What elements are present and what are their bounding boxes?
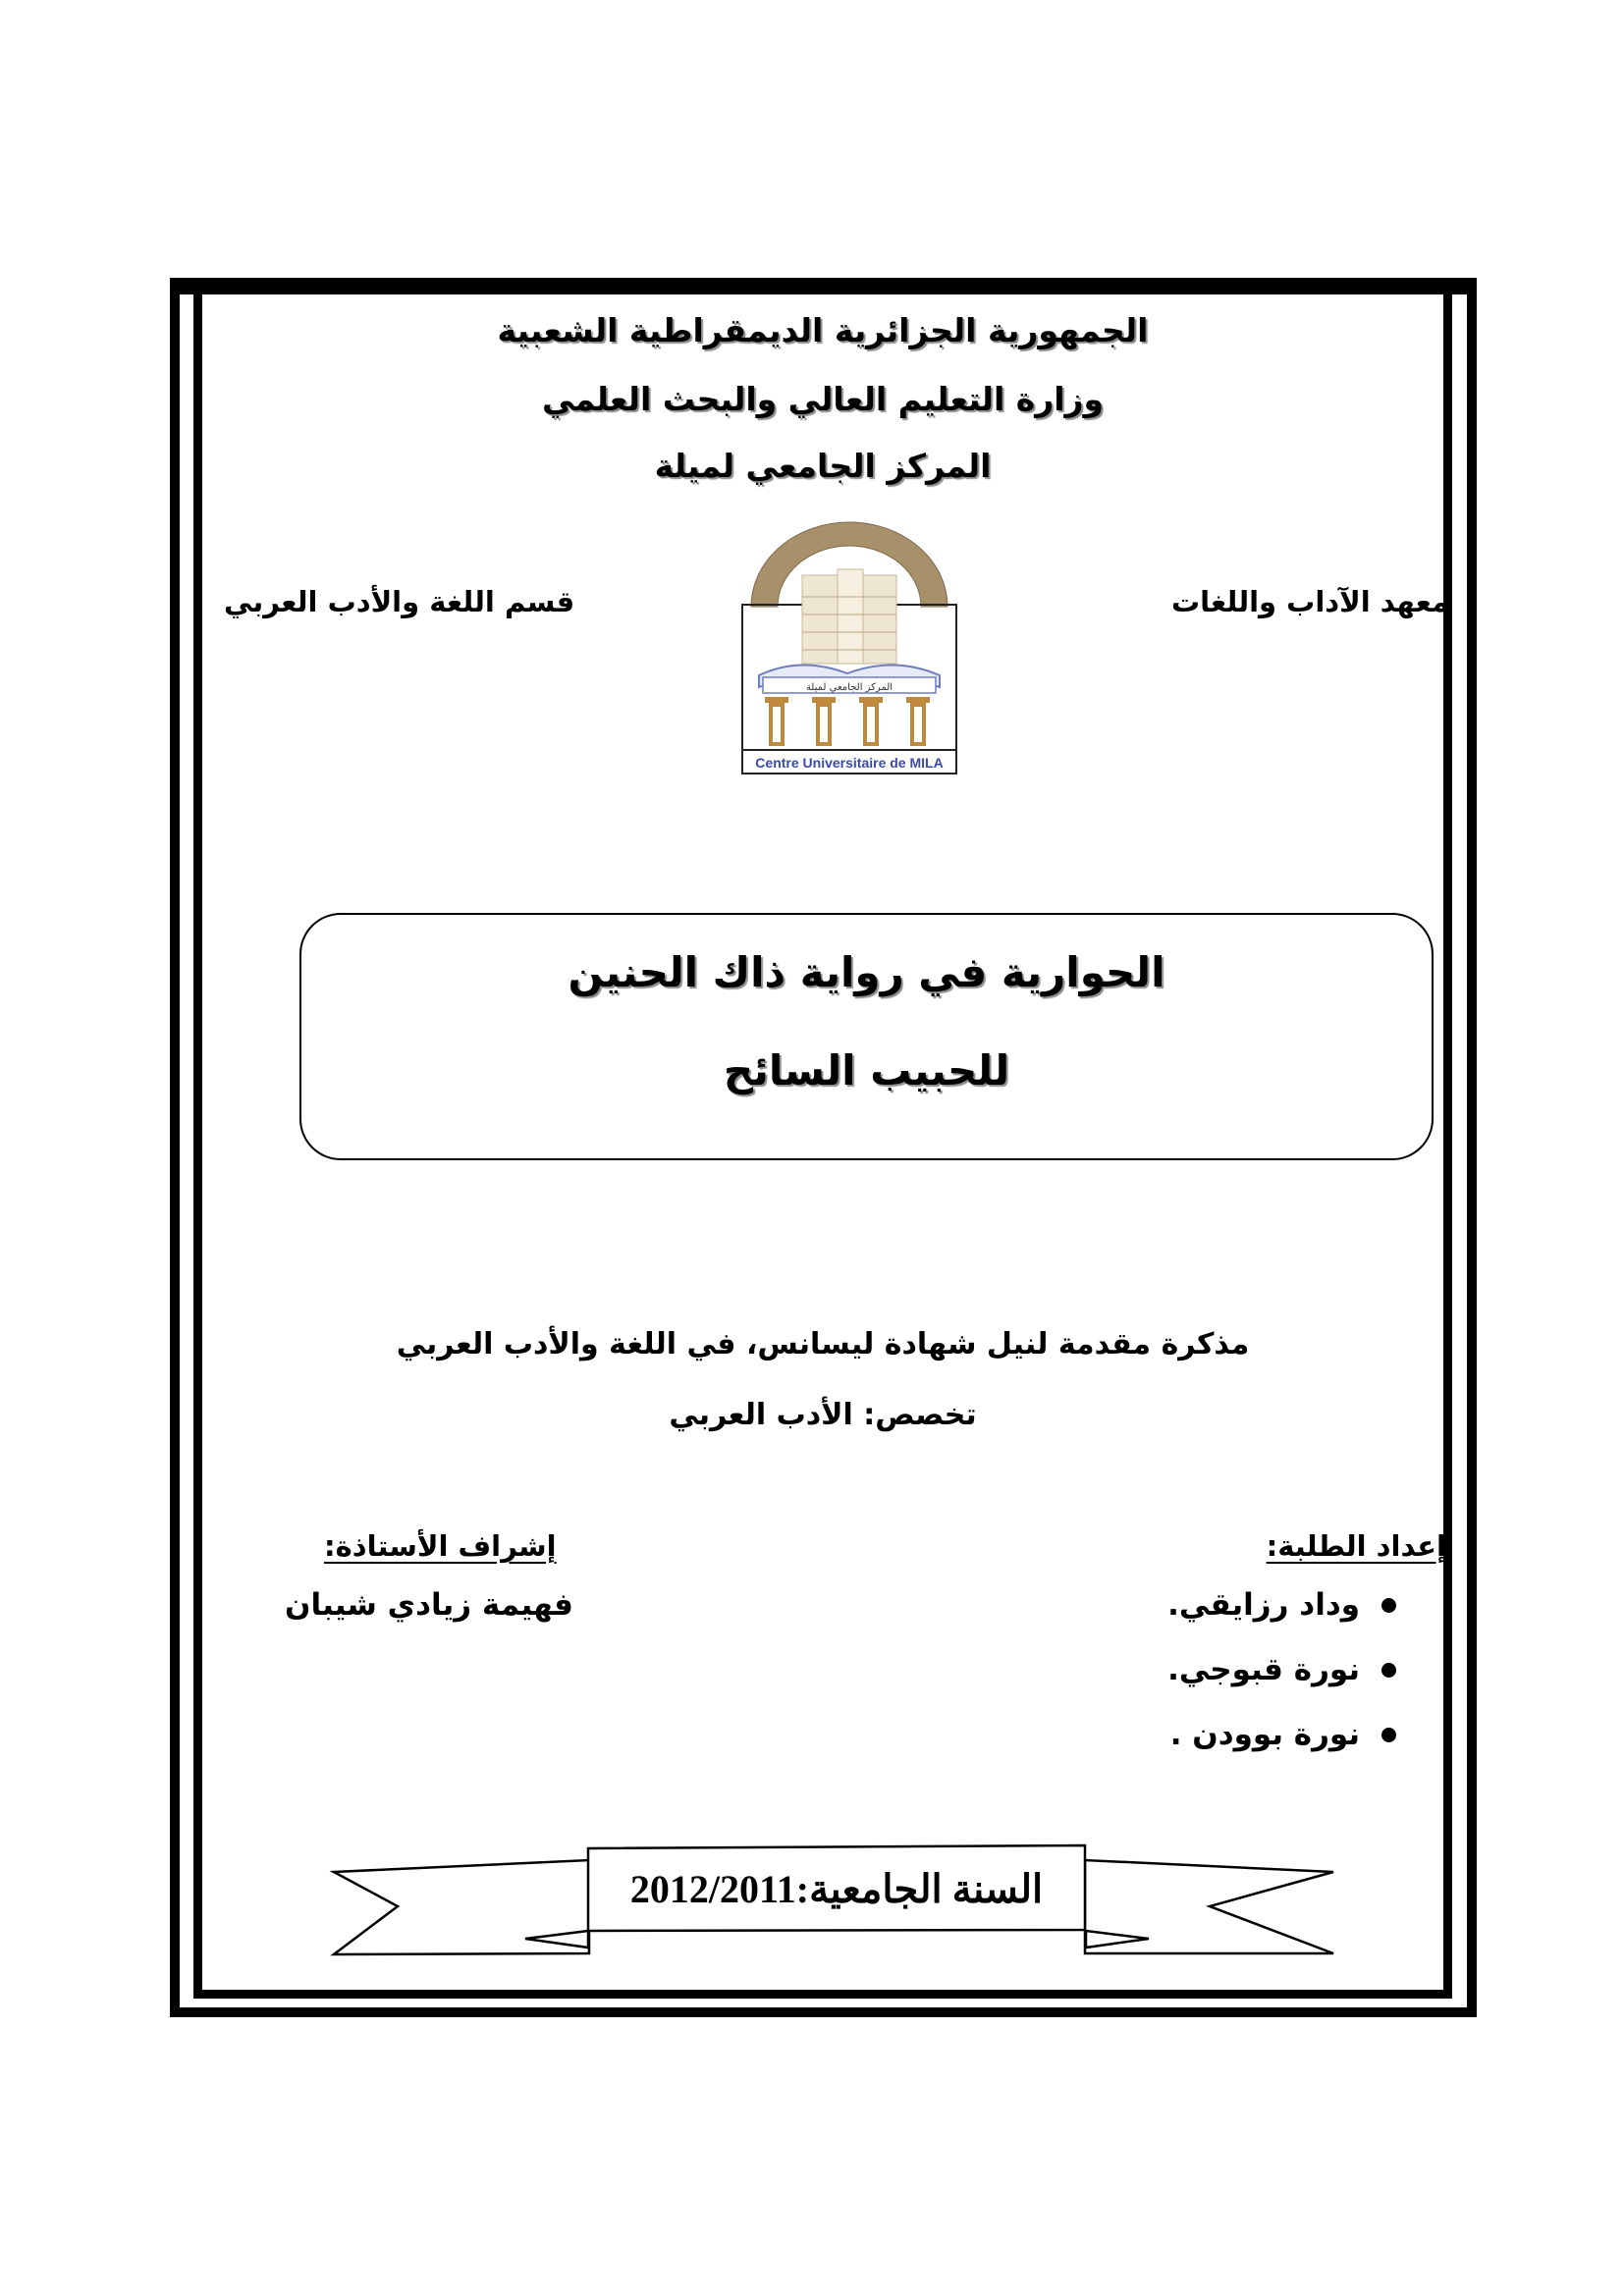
- bullet-icon: [1381, 1663, 1396, 1678]
- student-item: [1167, 1584, 1396, 1626]
- header-university: المركز الجامعي لميلة: [654, 447, 992, 485]
- thesis-purpose: مذكرة مقدمة لنيل شهادة ليسانس، في اللغة والأدب العربي: [396, 1327, 1250, 1362]
- bullet-icon: [1381, 1728, 1396, 1742]
- student-item: [1170, 1714, 1396, 1755]
- department-label: قسم اللغة والأدب العربي: [224, 585, 575, 618]
- university-logo: [741, 518, 957, 775]
- thesis-title-line1: الحوارية في رواية ذاك الحنين: [568, 948, 1165, 996]
- supervisor-label: إشراف الأستاذة:: [324, 1529, 557, 1563]
- logo-arabic-text: المركز الجامعي لميلة: [805, 682, 893, 693]
- specialization: تخصص: الأدب العربي: [669, 1398, 977, 1432]
- frame-outer-top: [170, 278, 1477, 294]
- academic-year: السنة الجامعية:2012/2011: [629, 1867, 1044, 1911]
- thesis-title-line2: للحبيب السائح: [723, 1046, 1010, 1095]
- logo-graphic: [741, 518, 957, 775]
- frame-inner-right: [1443, 294, 1452, 1999]
- bullet-icon: [1381, 1598, 1396, 1613]
- institute-label: معهد الآداب واللغات: [1170, 585, 1449, 618]
- student-name: وداد رزايقي.: [1167, 1587, 1360, 1623]
- header-ministry: وزارة التعليم العالي والبحث العلمي: [541, 380, 1105, 418]
- student-name: نورة قبوجي.: [1167, 1652, 1360, 1687]
- student-name: نورة بوودن .: [1169, 1717, 1360, 1752]
- student-item: [1167, 1649, 1396, 1690]
- header-republic: الجمهورية الجزائرية الديمقراطية الشعبية: [497, 311, 1149, 349]
- frame-outer-bottom: [170, 2007, 1477, 2017]
- logo-caption: Centre Universitaire de MILA: [755, 755, 944, 771]
- frame-outer-left: [170, 278, 180, 2016]
- students-label: إعداد الطلبة:: [1266, 1529, 1446, 1563]
- frame-inner-bottom: [193, 1990, 1452, 1999]
- supervisor-name: فهيمة زيادي شيبان: [285, 1587, 573, 1623]
- frame-inner-left: [193, 294, 202, 1999]
- frame-outer-right: [1467, 278, 1477, 2016]
- logo-pillars: [771, 705, 924, 744]
